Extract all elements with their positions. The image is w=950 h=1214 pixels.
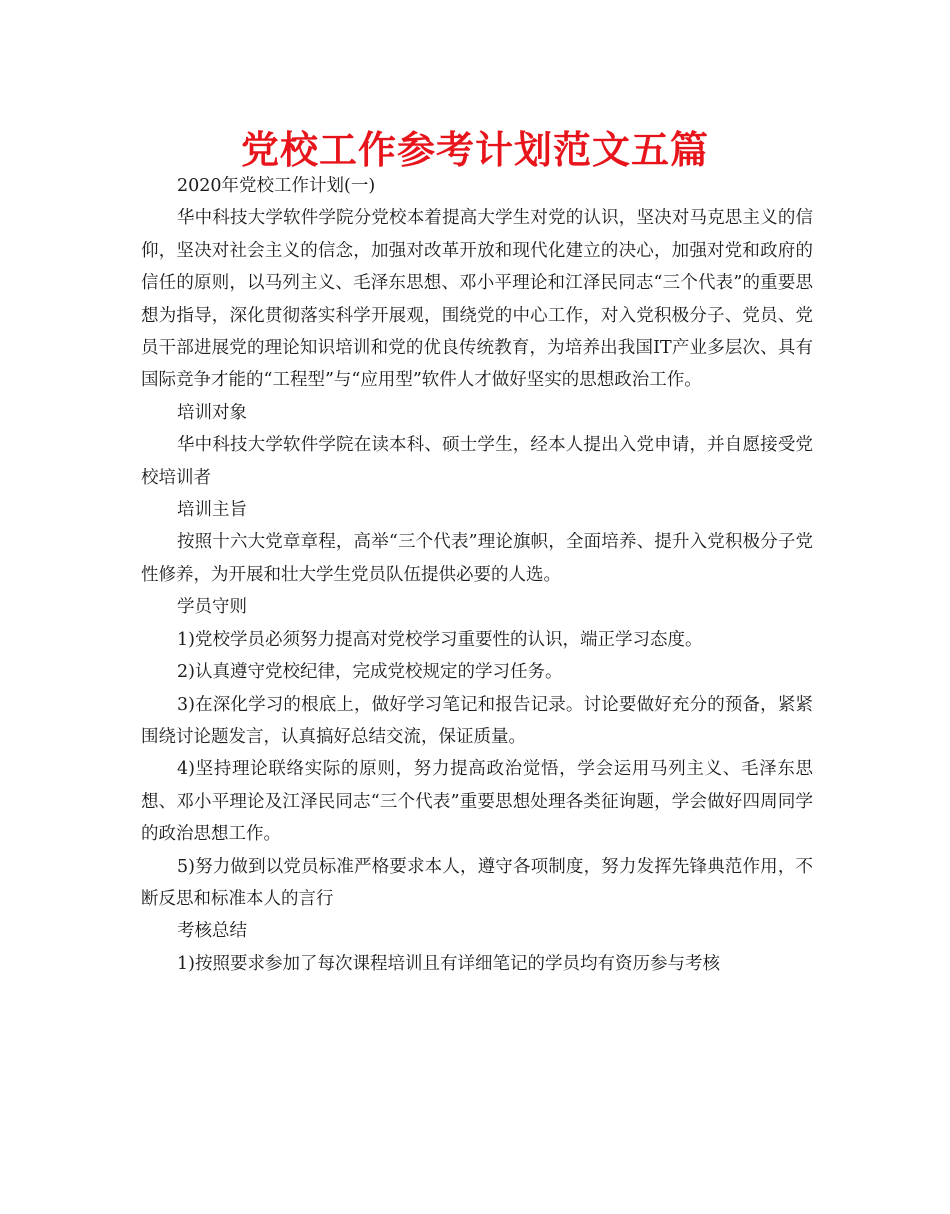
section-heading-training-target: 培训对象 <box>177 402 247 423</box>
section-heading-plan: 2020年党校工作计划(一) <box>177 176 376 196</box>
assessment-item-1: 1)按照要求参加了每次课程培训且有详细笔记的学员均有资历参与考核 <box>177 953 720 974</box>
rule-item-4: 4)坚持理论联络实际的原则，努力提高政治觉悟，学会运用马列主义、毛泽东思想、邓小平理论及江泽民同志“三个代表”重要思想处理各类征询题，学会做好四周同学的政治思想工作。 <box>141 759 813 845</box>
rule-item-5: 5)努力做到以党员标准严格要求本人，遵守各项制度，努力发挥先锋典范作用，不断反思和标准本人的言行 <box>141 856 813 909</box>
rule-item-2: 2)认真遵守党校纪律，完成党校规定的学习任务。 <box>177 662 563 683</box>
paragraph-training-purpose: 按照十六大党章章程，高举“三个代表”理论旗帜，全面培养、提升入党积极分子党性修养，为开展和壮大学生党员队伍提供必要的人选。 <box>141 532 813 585</box>
paragraph-training-target: 华中科技大学软件学院在读本科、硕士学生，经本人提出入党申请，并自愿接受党校培训者 <box>141 435 813 488</box>
section-heading-assessment: 考核总结 <box>177 921 247 942</box>
section-heading-student-rules: 学员守则 <box>177 597 247 618</box>
paragraph-intro: 华中科技大学软件学院分党校本着提高大学生对党的认识，坚决对马克思主义的信仰，坚决对社会主义的信念，加强对改革开放和现代化建立的决心，加强对党和政府的信任的原则，以马列主义、毛泽东思想、邓小平理论和江泽民同志“三个代表”的重要思想为指导，深化贯彻落实科学开展观，围绕党的中心工作，对入党积极分子、党员、党员干部进展党的理论知识培训和党的优良传统教育，为培养出我国IT产业多层次、具有国际竞争才能的“工程型”与“应用型”软件人才做好坚实的思想政治工作。 <box>141 208 813 391</box>
document-title: 党校工作参考计划范文五篇 <box>240 128 709 172</box>
document-body <box>141 170 813 980</box>
rule-item-1: 1)党校学员必须努力提高对党校学习重要性的认识，端正学习态度。 <box>177 629 703 650</box>
section-heading-training-purpose: 培训主旨 <box>177 500 247 521</box>
rule-item-3: 3)在深化学习的根底上，做好学习笔记和报告记录。讨论要做好充分的预备，紧紧围绕讨论题发言，认真搞好总结交流，保证质量。 <box>141 694 813 747</box>
